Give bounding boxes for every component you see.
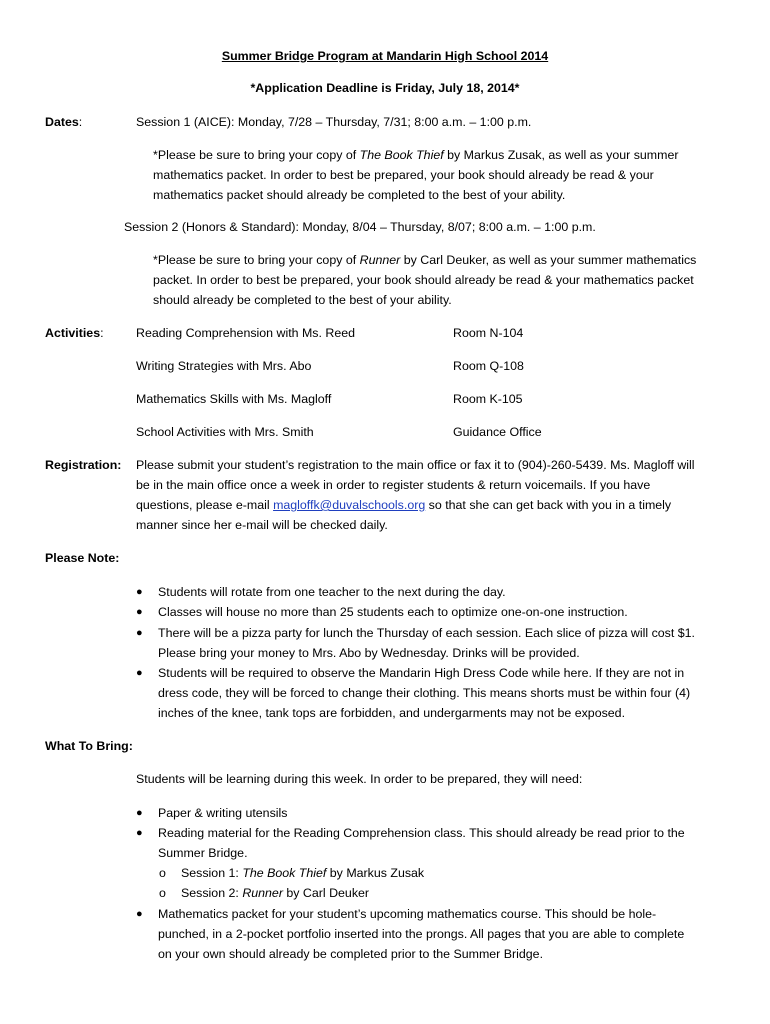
session-1-note-line-2: mathematics packet. In order to best be prepared, your book should already be read & your	[153, 168, 654, 182]
book-title: Runner	[359, 253, 401, 267]
bring-item: Paper & writing utensils	[158, 806, 288, 820]
email-link[interactable]: magloffk@duvalschools.org	[273, 498, 426, 512]
registration-line-2: be in the main office once a week in order to register students & return voicemails. If you have	[136, 478, 651, 492]
bullet-icon: ●	[136, 606, 143, 618]
bullet-icon: ●	[136, 667, 143, 679]
note-item: Classes will house no more than 25 students each to optimize one-on-one instruction.	[158, 605, 628, 619]
bring-item-continued: punched, in a 2-pocket portfolio inserted into the prongs. All pages that you are able to complete	[158, 927, 685, 941]
bring-subitem-session-1: Session 1: The Book Thief by Markus Zusak	[181, 866, 425, 880]
note-item: There will be a pizza party for lunch the Thursday of each session. Each slice of pizza will cost $1.	[158, 626, 695, 640]
bullet-icon: ●	[136, 807, 143, 819]
session-2-note-line-1: *Please be sure to bring your copy of Runner by Carl Deuker, as well as your summer mathematics	[153, 253, 697, 267]
book-title: The Book Thief	[359, 148, 444, 162]
activity-name: Writing Strategies with Mrs. Abo	[136, 359, 312, 373]
note-item: Students will be required to observe the Mandarin High Dress Code while here. If they are not in	[158, 666, 685, 680]
circle-bullet-icon: o	[159, 886, 166, 900]
registration-line-3: questions, please e-mail magloffk@duvalschools.org so that she can get back with you in a timely	[136, 498, 672, 512]
session-1-dates: Session 1 (AICE): Monday, 7/28 – Thursday, 7/31; 8:00 a.m. – 1:00 p.m.	[136, 115, 532, 129]
book-title: Runner	[242, 886, 283, 900]
what-to-bring-intro: Students will be learning during this week. In order to be prepared, they will need:	[136, 772, 583, 786]
bring-item: Mathematics packet for your student’s upcoming mathematics course. This should be hole-	[158, 907, 657, 921]
bring-item: Reading material for the Reading Comprehension class. This should already be read prior to the	[158, 826, 685, 840]
bullet-icon: ●	[136, 586, 143, 598]
bullet-icon: ●	[136, 627, 143, 639]
bullet-icon: ●	[136, 908, 143, 920]
registration-line-1: Please submit your student’s registration to the main office or fax it to (904)-260-5439. Ms. Magloff will	[136, 458, 695, 472]
document-title: Summer Bridge Program at Mandarin High School 2014	[221, 49, 549, 63]
activity-name: Reading Comprehension with Ms. Reed	[136, 326, 356, 340]
application-deadline: *Application Deadline is Friday, July 18, 2014*	[250, 81, 520, 95]
bullet-icon: ●	[136, 827, 143, 839]
bring-item-continued: on your own should already be completed prior to the Summer Bridge.	[158, 947, 544, 961]
activities-label: Activities:	[45, 326, 104, 340]
session-2-note-line-2: packet. In order to best be prepared, your book should already be read & your mathematics packet	[153, 273, 694, 287]
note-item: Students will rotate from one teacher to the next during the day.	[158, 585, 506, 599]
activity-room: Room N-104	[453, 326, 524, 340]
activity-name: Mathematics Skills with Ms. Magloff	[136, 392, 332, 406]
dates-label: Dates:	[45, 115, 83, 129]
session-2-dates: Session 2 (Honors & Standard): Monday, 8/04 – Thursday, 8/07; 8:00 a.m. – 1:00 p.m.	[124, 220, 596, 234]
registration-label: Registration:	[45, 458, 122, 472]
session-2-note-line-3: should already be completed to the best of your ability.	[153, 293, 452, 307]
session-1-note-line-1: *Please be sure to bring your copy of The Book Thief by Markus Zusak, as well as your summer	[153, 148, 679, 162]
bring-item-continued: Summer Bridge.	[158, 846, 248, 860]
circle-bullet-icon: o	[159, 866, 166, 880]
note-item-continued: inches of the knee, tank tops are forbidden, and undergarments may not be exposed.	[158, 706, 626, 720]
registration-line-4: manner since her e-mail will be checked daily.	[136, 518, 388, 532]
bring-subitem-session-2: Session 2: Runner by Carl Deuker	[181, 886, 370, 900]
activity-room: Room Q-108	[453, 359, 524, 373]
activity-name: School Activities with Mrs. Smith	[136, 425, 314, 439]
activity-room: Guidance Office	[453, 425, 542, 439]
note-item-continued: Please bring your money to Mrs. Abo by Wednesday. Drinks will be provided.	[158, 646, 580, 660]
what-to-bring-label: What To Bring:	[45, 739, 133, 753]
activity-room: Room K-105	[453, 392, 523, 406]
note-item-continued: dress code, they will be forced to change their clothing. This means shorts must be within four (4)	[158, 686, 691, 700]
session-1-note-line-3: mathematics packet should already be completed to the best of your ability.	[153, 188, 566, 202]
please-note-label: Please Note:	[45, 551, 120, 565]
book-title: The Book Thief	[242, 866, 327, 880]
